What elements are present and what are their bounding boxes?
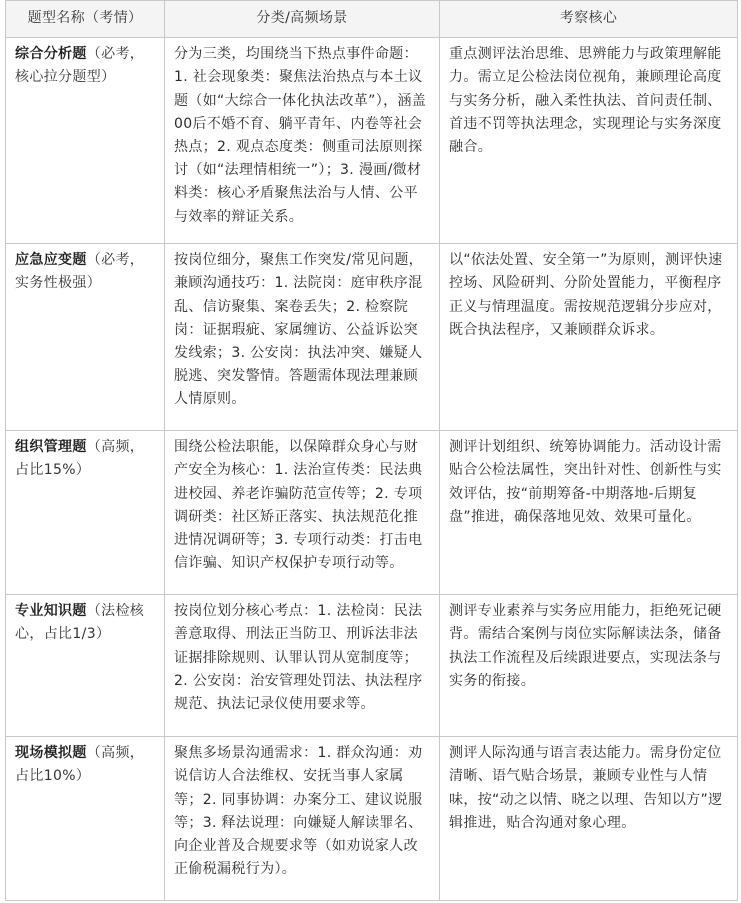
question-type-note: （高频，占比15%）: [15, 439, 145, 479]
core-cell: 重点测评法治思维、思辨能力与政策理解能力。需立足公检法岗位视角，兼顾理论高度与实务分析，融入柔性执法、首问责任制、首违不罚等执法理念，实现理论与实务深度融合。: [440, 38, 738, 244]
header-scenarios: 分类/高频场景: [165, 1, 440, 38]
header-question-type: 题型名称（考情）: [6, 1, 165, 38]
question-type-name: 综合分析题: [15, 46, 87, 63]
scenarios-cell: 聚焦多场景沟通需求：1. 群众沟通：劝说信访人合法维权、安抚当事人家属等；2. 同事协调：办案分工、建议说服等；3. 释法说理：向嫌疑人解读罪名、向企业普及合规要求等（如劝说家人改正偷税漏税行为）。: [165, 737, 440, 901]
question-type-name: 现场模拟题: [15, 745, 87, 762]
table-body: [6, 38, 738, 901]
question-type-note: （必考，核心拉分题型）: [15, 46, 145, 86]
table-row: [6, 244, 738, 431]
question-type-note: （高频，占比10%）: [15, 745, 145, 785]
exam-question-types-table: [5, 0, 738, 901]
question-type-cell: [6, 737, 165, 901]
question-type-name: 专业知识题: [15, 603, 87, 620]
core-cell: 以“依法处置、安全第一”为原则，测评快速控场、风险研判、分阶处置能力，平衡程序正义与情理温度。需按规范逻辑分步应对，既合执法程序，又兼顾群众诉求。: [440, 244, 738, 431]
core-cell: 测评人际沟通与语言表达能力。需身份定位清晰、语气贴合场景，兼顾专业性与人情味，按“动之以情、晓之以理、告知以方”逻辑推进，贴合沟通对象心理。: [440, 737, 738, 901]
header-core: 考察核心: [440, 1, 738, 38]
scenarios-cell: 按岗位细分，聚焦工作突发/常见问题，兼顾沟通技巧：1. 法院岗：庭审秩序混乱、信访聚集、案卷丢失；2. 检察院岗：证据瑕疵、家属缠访、公益诉讼突发线索；3. 公安岗：执法冲突、嫌疑人脱逃、突发警情。答题需体现法理兼顾人情原则。: [165, 244, 440, 431]
table-row: [6, 595, 738, 737]
scenarios-cell: 按岗位划分核心考点：1. 法检岗：民法善意取得、刑法正当防卫、刑诉法非法证据排除规则、认罪认罚从宽制度等；2. 公安岗：治安管理处罚法、执法程序规范、执法记录仪使用要求等。: [165, 595, 440, 737]
table-row: [6, 737, 738, 901]
core-cell: 测评计划组织、统筹协调能力。活动设计需贴合公检法属性，突出针对性、创新性与实效评估，按“前期筹备-中期落地-后期复盘”推进，确保落地见效、效果可量化。: [440, 431, 738, 595]
question-type-cell: [6, 595, 165, 737]
question-type-note: （必考，实务性极强）: [15, 252, 145, 292]
question-type-name: 组织管理题: [15, 439, 87, 456]
question-type-name: 应急应变题: [15, 252, 87, 269]
header-row: [6, 1, 738, 38]
table-row: [6, 38, 738, 244]
scenarios-cell: 围绕公检法职能，以保障群众身心与财产安全为核心：1. 法治宣传类：民法典进校园、养老诈骗防范宣传等；2. 专项调研类：社区矫正落实、执法规范化推进情况调研等；3. 专项行动类：打击电信诈骗、知识产权保护专项行动等。: [165, 431, 440, 595]
scenarios-cell: 分为三类，均围绕当下热点事件命题：1. 社会现象类：聚焦法治热点与本土议题（如“大综合一体化执法改革”），涵盖00后不婚不育、躺平青年、内卷等社会热点；2. 观点态度类：侧重司法原则探讨（如“法理情相统一”）；3. 漫画/微材料类：核心矛盾聚焦法治与人情、公平与效率的辩证关系。: [165, 38, 440, 244]
core-cell: 测评专业素养与实务应用能力，拒绝死记硬背。需结合案例与岗位实际解读法条，储备执法工作流程及后续跟进要点，实现法条与实务的衔接。: [440, 595, 738, 737]
question-type-cell: [6, 244, 165, 431]
table-header: [6, 1, 738, 38]
question-type-cell: [6, 38, 165, 244]
question-type-note: （法检核心，占比1/3）: [15, 603, 145, 643]
table-row: [6, 431, 738, 595]
question-type-cell: [6, 431, 165, 595]
